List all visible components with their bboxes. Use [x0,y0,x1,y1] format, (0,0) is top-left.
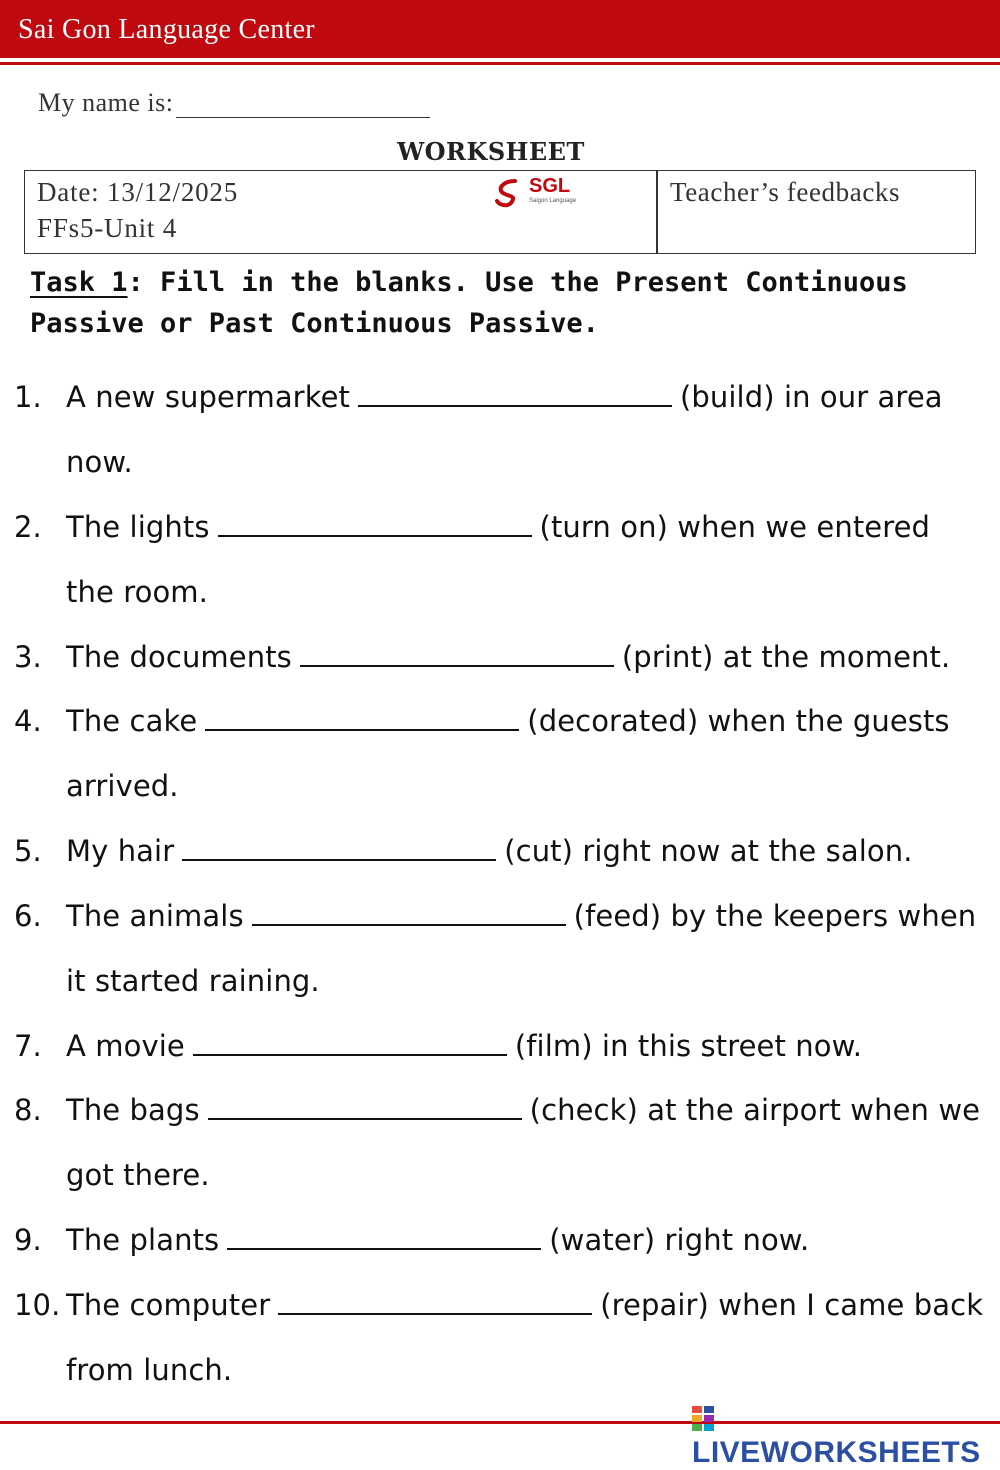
question-text-after: (print) at the moment. [621,640,951,674]
question-text-after: (feed) by the keepers when it started raining. [66,899,977,998]
question-number: 5. [14,834,42,868]
worksheet-title: WORKSHEET [397,137,585,166]
question-text-before: My hair [66,834,175,868]
answer-blank[interactable] [278,1293,592,1315]
task-label: Task 1 [30,267,128,298]
question-text-before: The lights [66,510,210,544]
question-text-after: (water) right now. [549,1223,810,1257]
task-instruction [30,262,970,344]
liveworksheets-icon [692,1406,714,1432]
name-input-line[interactable] [176,91,430,118]
question-number: 6. [14,899,42,933]
liveworksheets-logo [692,1402,1000,1470]
answer-blank[interactable] [208,1098,522,1120]
header-divider [0,62,1000,65]
question-text-after: (turn on) when we entered the room. [66,510,931,609]
answer-blank[interactable] [182,839,496,861]
logo-text: SGL [529,175,571,197]
question-text-before: The cake [66,704,198,738]
question-text-before: The animals [66,899,244,933]
question-text-before: A new supermarket [66,380,350,414]
task-text: : Fill in the blanks. Use the Present Continuous Passive or Past Continuous Passive. [30,267,908,339]
question-number: 9. [14,1223,42,1257]
answer-blank[interactable] [252,904,566,926]
table-divider [656,171,658,253]
question-number: 3. [14,640,42,674]
question-number: 8. [14,1093,42,1127]
date-text: Date: 13/12/2025 [37,177,239,207]
answer-blank[interactable] [193,1034,507,1056]
info-table [24,170,976,254]
question-text-after: (cut) right now at the salon. [504,834,913,868]
question-number: 1. [14,380,42,414]
name-label: My name is: [38,88,174,117]
liveworksheets-text: LIVEWORKSHEETS [692,1436,981,1469]
question-number: 10. [14,1288,61,1322]
answer-blank[interactable] [205,709,519,731]
header-title: Sai Gon Language Center [18,14,315,45]
question-text-before: The documents [66,640,292,674]
question-text-after: (repair) when I came back from lunch. [66,1288,984,1387]
question-number: 7. [14,1029,42,1063]
answer-blank[interactable] [300,645,614,667]
answer-blank[interactable] [218,515,532,537]
question-text-before: The computer [66,1288,271,1322]
swoosh-icon [493,175,527,209]
answer-blank[interactable] [358,385,672,407]
answer-blank[interactable] [227,1228,541,1250]
logo-subtext: Saigon Language [529,198,577,204]
sgl-logo [493,175,593,209]
unit-text: FFs5-Unit 4 [37,213,178,243]
question-text-after: (decorated) when the guests arrived. [66,704,950,803]
question-text-after: (check) at the airport when we got there. [66,1093,981,1192]
question-number: 2. [14,510,42,544]
question-text-after: (film) in this street now. [514,1029,863,1063]
question-text-before: A movie [66,1029,185,1063]
feedback-label: Teacher’s feedbacks [670,177,901,207]
question-number: 4. [14,704,42,738]
question-text-after: (build) in our area now. [66,380,943,479]
question-text-before: The plants [66,1223,220,1257]
name-field-row [38,88,430,118]
question-text-before: The bags [66,1093,200,1127]
